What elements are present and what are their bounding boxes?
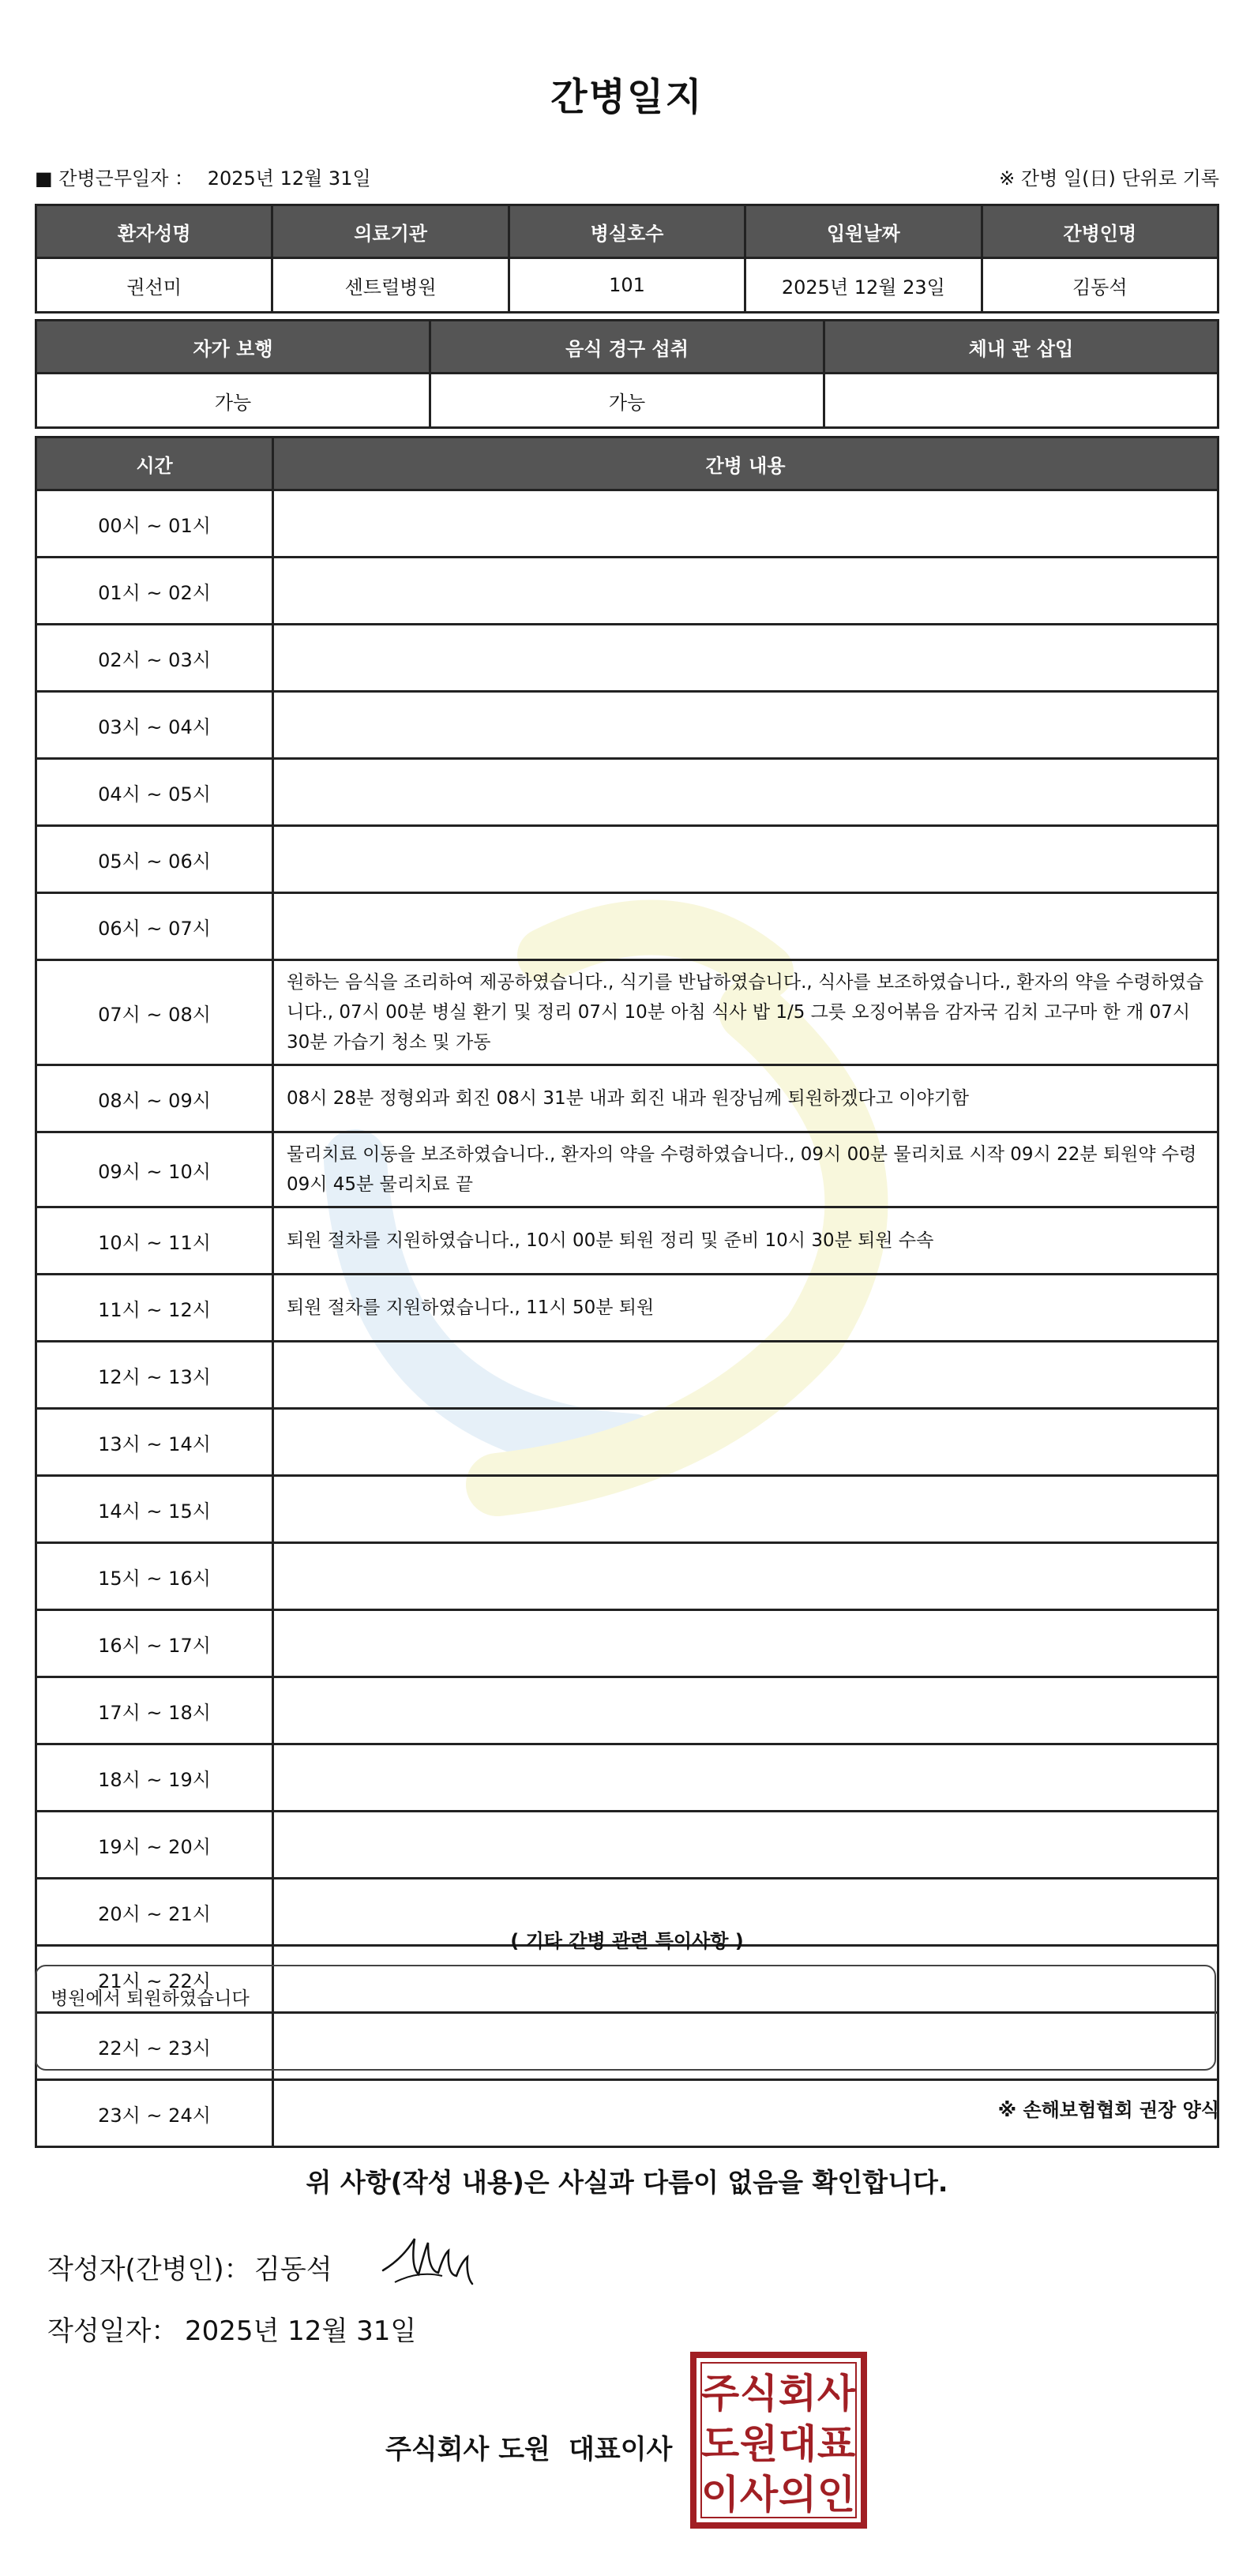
seal-character: 원 [739, 2421, 779, 2467]
log-time: 18시 ~ 19시 [36, 1744, 273, 1812]
seal-character: 대 [778, 2421, 817, 2467]
log-row [36, 1275, 1218, 1342]
log-time: 14시 ~ 15시 [36, 1476, 273, 1543]
tube-insertion-status [824, 374, 1218, 428]
status-header: 음식 경구 섭취 [430, 321, 824, 374]
log-content [273, 759, 1218, 826]
log-time: 23시 ~ 24시 [36, 2080, 273, 2147]
status-header: 자가 보행 [36, 321, 430, 374]
log-time: 17시 ~ 18시 [36, 1677, 273, 1744]
status-header: 체내 관 삽입 [824, 321, 1218, 374]
log-content [273, 1409, 1218, 1476]
log-time: 06시 ~ 07시 [36, 893, 273, 960]
log-time: 11시 ~ 12시 [36, 1275, 273, 1342]
date-label: 작성일자： [47, 2315, 178, 2347]
log-time: 22시 ~ 23시 [36, 2013, 273, 2080]
log-time: 01시 ~ 02시 [36, 558, 273, 625]
seal-character: 식 [739, 2371, 779, 2416]
log-row [36, 1744, 1218, 1812]
log-row [36, 1476, 1218, 1543]
log-time: 21시 ~ 22시 [36, 1946, 273, 2013]
log-content [273, 558, 1218, 625]
log-time: 20시 ~ 21시 [36, 1879, 273, 1946]
log-time: 15시 ~ 16시 [36, 1543, 273, 1610]
document-title: 간병일지 [550, 75, 704, 119]
info-header: 환자성명 [36, 205, 272, 258]
seal-character: 이 [700, 2472, 740, 2518]
log-row [36, 960, 1218, 1065]
log-row [36, 1065, 1218, 1132]
work-date: 2025년 12월 31일 [207, 167, 371, 190]
log-content [273, 1677, 1218, 1744]
walking-status: 가능 [36, 374, 430, 428]
work-date-label: ■ 간병근무일자 ： [35, 167, 194, 190]
log-row [36, 1812, 1218, 1879]
oral-intake-status: 가능 [430, 374, 824, 428]
log-row [36, 1543, 1218, 1610]
log-row [36, 1132, 1218, 1207]
representative-title: 대표이사 [569, 2434, 673, 2465]
log-row [36, 1409, 1218, 1476]
info-header: 간병인명 [982, 205, 1218, 258]
seal-character: 인 [817, 2472, 856, 2518]
hospital-name: 센트럴병원 [272, 258, 509, 313]
log-row [36, 893, 1218, 960]
company-name: 주식회사 도원 [385, 2434, 550, 2465]
log-content [273, 1744, 1218, 1812]
log-content [273, 692, 1218, 759]
log-row [36, 625, 1218, 692]
log-time: 19시 ~ 20시 [36, 1812, 273, 1879]
log-row [36, 759, 1218, 826]
log-row [36, 558, 1218, 625]
writer-label: 작성자(간병인)： [47, 2254, 251, 2285]
log-time: 05시 ~ 06시 [36, 826, 273, 893]
room-number: 101 [509, 258, 745, 313]
log-time: 04시 ~ 05시 [36, 759, 273, 826]
log-row [36, 1677, 1218, 1744]
log-time: 09시 ~ 10시 [36, 1132, 273, 1207]
log-content [273, 893, 1218, 960]
remarks-title: ( 기타 간병 관련 특이사항 ) [510, 1930, 744, 1952]
log-time: 13시 ~ 14시 [36, 1409, 273, 1476]
log-content [273, 1543, 1218, 1610]
info-header: 병실호수 [509, 205, 745, 258]
signature-icon [379, 2227, 482, 2290]
care-log-body [36, 490, 1218, 2147]
info-header: 입원날짜 [745, 205, 982, 258]
confirmation-statement: 위 사항(작성 내용)은 사실과 다름이 없음을 확인합니다. [306, 2167, 948, 2198]
log-content: 원하는 음식을 조리하여 제공하였습니다., 식기를 반납하였습니다., 식사를 보조하였습니다., 환자의 약을 수령하였습니다., 07시 00분 병실 환기 및 정리 07시 10분 아침 식사 밥 1/5 그릇 오징어볶음 감자국 김치 고구마 한 개 07시 30분 가습기 청소 및 가동 [273, 960, 1218, 1065]
seal-character: 표 [817, 2421, 856, 2467]
seal-character: 회 [778, 2371, 817, 2416]
patient-info-table [35, 204, 1219, 314]
log-time: 02시 ~ 03시 [36, 625, 273, 692]
log-row [36, 490, 1218, 558]
log-time: 12시 ~ 13시 [36, 1342, 273, 1409]
record-note: ※ 간병 일(日) 단위로 기록 [999, 167, 1219, 190]
log-row [36, 692, 1218, 759]
log-content [273, 826, 1218, 893]
content-header: 간병 내용 [273, 437, 1218, 490]
log-time: 10시 ~ 11시 [36, 1207, 273, 1275]
patient-name: 권선미 [36, 258, 272, 313]
log-time: 08시 ~ 09시 [36, 1065, 273, 1132]
log-content [273, 490, 1218, 558]
writer-name: 김동석 [254, 2254, 332, 2285]
care-log-table [35, 436, 1219, 2148]
log-content [273, 1812, 1218, 1879]
log-time: 03시 ~ 04시 [36, 692, 273, 759]
log-content: 08시 28분 정형외과 회진 08시 31분 내과 회진 내과 원장님께 퇴원하겠다고 이야기함 [273, 1065, 1218, 1132]
log-row [36, 826, 1218, 893]
log-row [36, 1342, 1218, 1409]
log-content [273, 1610, 1218, 1677]
log-time: 16시 ~ 17시 [36, 1610, 273, 1677]
log-content [273, 1342, 1218, 1409]
log-content: 퇴원 절차를 지원하였습니다., 11시 50분 퇴원 [273, 1275, 1218, 1342]
log-row [36, 1610, 1218, 1677]
seal-character: 주 [700, 2371, 740, 2416]
log-row [36, 1207, 1218, 1275]
log-content: 퇴원 절차를 지원하였습니다., 10시 00분 퇴원 정리 및 준비 10시 30분 퇴원 수속 [273, 1207, 1218, 1275]
form-note: ※ 손해보험협회 권장 양식 [997, 2099, 1219, 2121]
seal-character: 의 [778, 2472, 817, 2518]
log-content [273, 625, 1218, 692]
admission-date: 2025년 12월 23일 [745, 258, 982, 313]
remarks-box: 병원에서 퇴원하였습니다 [35, 1965, 1216, 2071]
log-time: 07시 ~ 08시 [36, 960, 273, 1065]
company-seal-icon [690, 2352, 867, 2529]
caregiver-name: 김동석 [982, 258, 1218, 313]
work-date-line [35, 163, 371, 190]
info-header: 의료기관 [272, 205, 509, 258]
date-value: 2025년 12월 31일 [185, 2315, 417, 2347]
seal-character: 도 [700, 2421, 740, 2467]
log-content [273, 1476, 1218, 1543]
seal-character: 사 [739, 2472, 779, 2518]
seal-character: 사 [817, 2371, 856, 2416]
patient-status-table [35, 319, 1219, 429]
log-time: 00시 ~ 01시 [36, 490, 273, 558]
time-header: 시간 [36, 437, 273, 490]
log-content: 물리치료 이동을 보조하였습니다., 환자의 약을 수령하였습니다., 09시 00분 물리치료 시작 09시 22분 퇴원약 수령 09시 45분 물리치료 끝 [273, 1132, 1218, 1207]
